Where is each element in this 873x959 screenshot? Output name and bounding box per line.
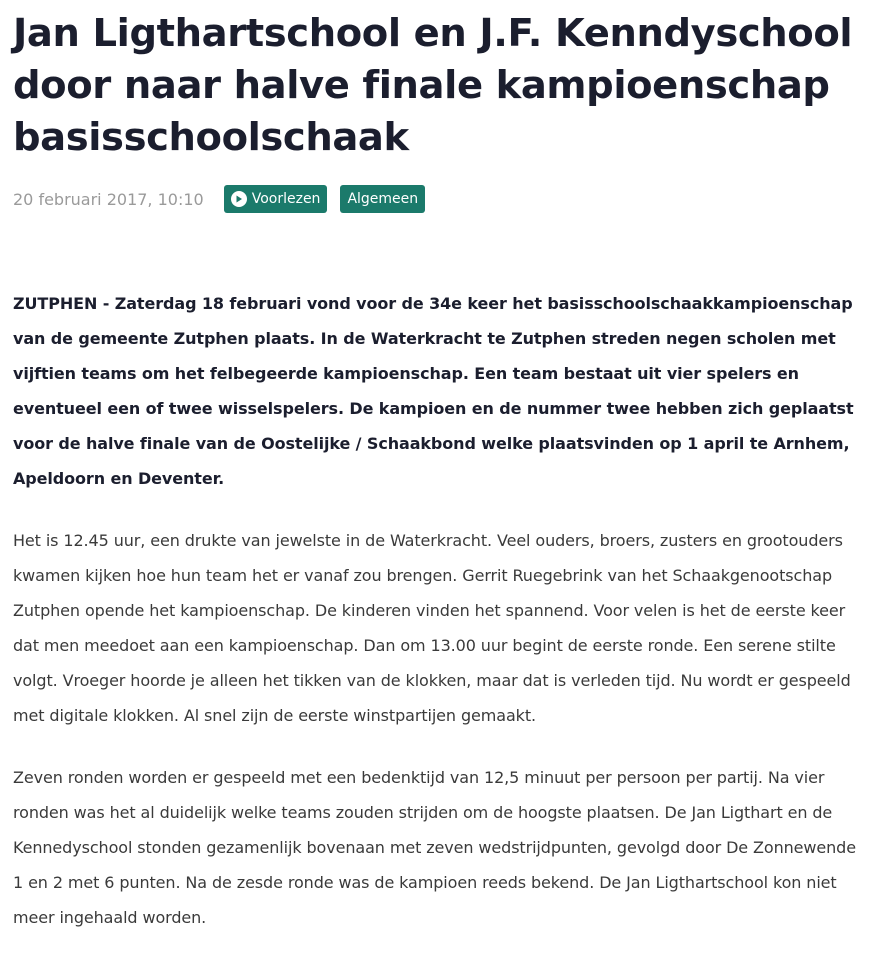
article-paragraph: Zeven ronden worden er gespeeld met een bedenktijd van 12,5 minuut per persoon per partij. Na vier ronden was het al duidelijk welke teams zouden strijden om de hoogste plaatsen. De Jan Ligthart en de Kennedyschool stonden gezamenlijk bovenaan met zeven wedstrijdpunten, gevolgd door De Zonnewende 1 en 2 met 6 punten. Na de zesde ronde was de kampioen reeds bekend. De Jan Ligthartschool kon niet meer ingehaald worden.: [13, 768, 856, 927]
play-circle-icon: [231, 191, 247, 207]
article: [13, 8, 865, 935]
article-lead: [13, 286, 865, 496]
article-paragraph: Het is 12.45 uur, een drukte van jewelste in de Waterkracht. Veel ouders, broers, zusters en grootouders kwamen kijken hoe hun team het er vanaf zou brengen. Gerrit Ruegebrink van het Schaakgenootschap Zutphen opende het kampioenschap. De kinderen vinden het spannend. Voor velen is het de eerste keer dat men meedoet aan een kampioenschap. Dan om 13.00 uur begint de eerste ronde. Een serene stilte volgt. Vroeger hoorde je alleen het tikken van de klokken, maar dat is verleden tijd. Nu wordt er gespeeld met digitale klokken. Al snel zijn de eerste winstpartijen gemaakt.: [13, 531, 851, 725]
read-aloud-button[interactable]: [224, 185, 328, 213]
article-meta: [13, 184, 865, 214]
lead-text: Zaterdag 18 februari vond voor de 34e keer het basisschoolschaakkampioenschap van de gemeente Zutphen plaats. In de Waterkracht te Zutphen streden negen scholen met vijftien teams om het felbegeerde kampioenschap. Een team bestaat uit vier spelers en eventueel een of twee wisselspelers. De kampioen en de nummer twee hebben zich geplaatst voor de halve finale van de Oostelijke / Schaakbond welke plaatsvinden op 1 april te Arnhem, Apeldoorn en Deventer.: [13, 294, 854, 488]
category-badge[interactable]: [340, 185, 425, 213]
lead-separator: -: [97, 294, 115, 313]
article-title: Jan Ligthartschool en J.F. Kenndyschool door naar halve finale kampioenschap basisschoolschaak: [13, 11, 853, 160]
lead-location: ZUTPHEN: [13, 294, 98, 313]
publish-date: 20 februari 2017, 10:10: [13, 189, 204, 209]
read-aloud-label: Voorlezen: [251, 191, 321, 207]
category-label: Algemeen: [347, 191, 419, 207]
